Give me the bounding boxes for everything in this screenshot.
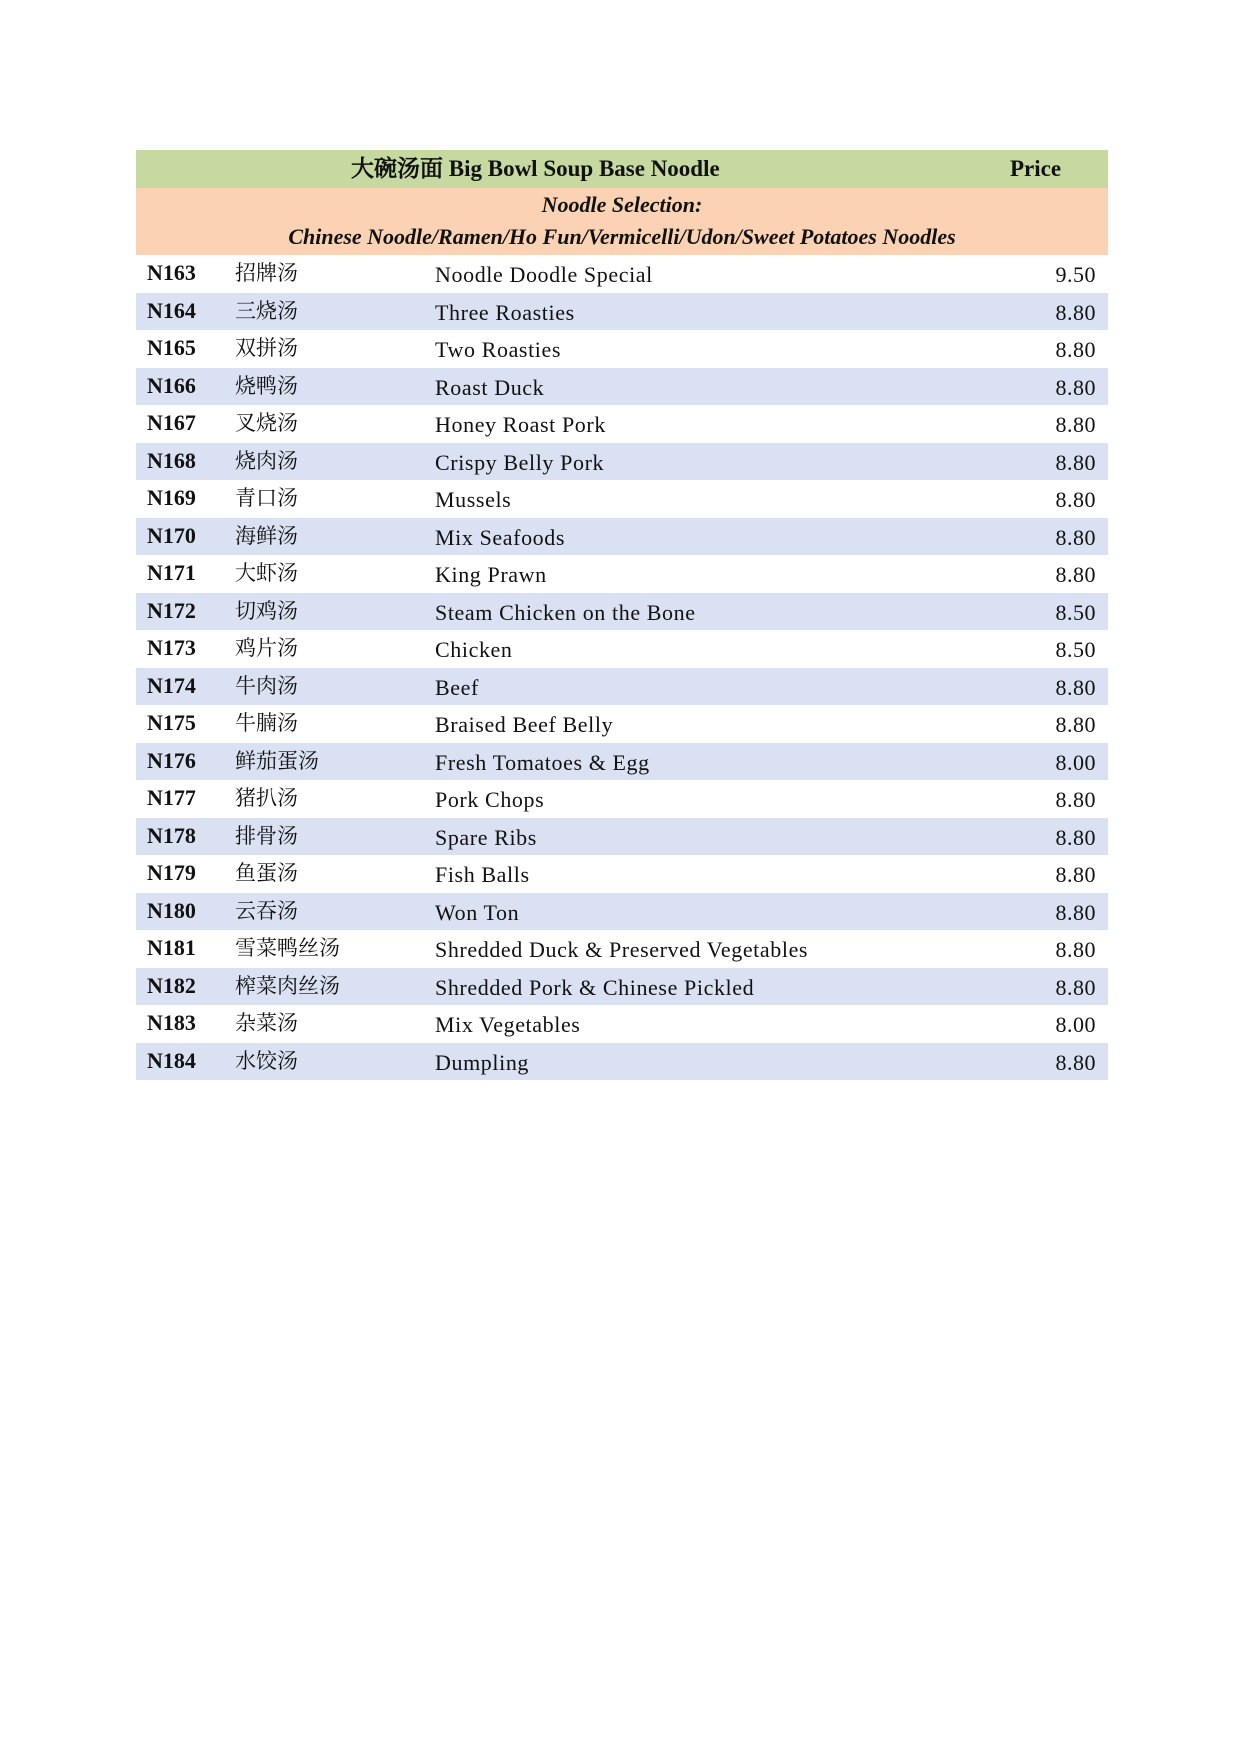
item-price: 8.80 xyxy=(1055,299,1096,325)
item-name-chinese: 鲜茄蛋汤 xyxy=(235,748,319,773)
item-code: N172 xyxy=(147,597,196,623)
menu-item-row xyxy=(136,630,1108,668)
item-price: 8.80 xyxy=(1055,712,1096,737)
item-code: N163 xyxy=(147,260,196,285)
item-name-english: Chicken xyxy=(435,637,513,662)
item-name-chinese: 云吞汤 xyxy=(235,898,298,923)
item-name-english: Mix Vegetables xyxy=(435,1012,581,1037)
item-name-english: Two Roasties xyxy=(435,337,562,362)
menu-items xyxy=(136,255,1108,1080)
item-name-chinese: 叉烧汤 xyxy=(235,411,298,435)
item-price: 8.80 xyxy=(1055,524,1096,550)
item-name-english: Mussels xyxy=(435,487,512,512)
item-price: 8.50 xyxy=(1055,599,1096,625)
item-price: 8.80 xyxy=(1055,787,1096,812)
item-name-chinese: 海鲜汤 xyxy=(235,523,298,548)
item-price: 8.80 xyxy=(1055,449,1096,475)
item-name-english: Mix Seafoods xyxy=(435,524,566,550)
item-code: N171 xyxy=(147,560,196,585)
item-name-english: Crispy Belly Pork xyxy=(435,449,605,475)
item-code: N174 xyxy=(147,672,196,698)
item-name-chinese: 猪扒汤 xyxy=(235,786,298,810)
item-code: N181 xyxy=(147,935,196,960)
item-name-english: Noodle Doodle Special xyxy=(435,262,653,287)
item-name-chinese: 烧鸭汤 xyxy=(235,373,298,398)
menu-item-row xyxy=(136,480,1108,518)
item-name-english: Fish Balls xyxy=(435,862,530,887)
menu-item-row xyxy=(136,705,1108,743)
item-price: 8.80 xyxy=(1055,674,1096,700)
item-price: 9.50 xyxy=(1055,262,1096,287)
item-name-chinese: 大虾汤 xyxy=(235,561,298,585)
menu-item-row xyxy=(136,518,1108,556)
item-code: N165 xyxy=(147,335,196,360)
item-name-chinese: 排骨汤 xyxy=(235,823,298,848)
item-price: 8.80 xyxy=(1055,974,1096,1000)
item-name-english: Dumpling xyxy=(435,1049,530,1075)
item-code: N169 xyxy=(147,485,196,510)
menu-item-row xyxy=(136,405,1108,443)
item-price: 8.80 xyxy=(1055,1049,1096,1075)
noodle-selection-label: Noodle Selection: xyxy=(541,192,703,217)
item-name-english: Pork Chops xyxy=(435,787,545,812)
item-code: N167 xyxy=(147,410,196,435)
menu-item-row xyxy=(136,668,1108,706)
menu-item-row xyxy=(136,255,1108,293)
item-name-chinese: 青口汤 xyxy=(235,486,298,510)
item-name-chinese: 招牌汤 xyxy=(235,261,298,285)
item-price: 8.80 xyxy=(1055,937,1096,962)
menu-item-row xyxy=(136,893,1108,931)
menu-item-row xyxy=(136,780,1108,818)
menu-item-row xyxy=(136,818,1108,856)
item-name-english: Roast Duck xyxy=(435,374,545,400)
item-name-english: Braised Beef Belly xyxy=(435,712,614,737)
item-name-english: Shredded Pork & Chinese Pickled xyxy=(435,974,755,1000)
item-code: N175 xyxy=(147,710,196,735)
item-name-english: Won Ton xyxy=(435,899,520,925)
item-price: 8.80 xyxy=(1055,862,1096,887)
item-code: N182 xyxy=(147,972,196,998)
item-price: 8.80 xyxy=(1055,412,1096,437)
menu-title: 大碗汤面 Big Bowl Soup Base Noodle xyxy=(351,156,720,181)
item-code: N177 xyxy=(147,785,196,810)
item-name-chinese: 烧肉汤 xyxy=(235,448,298,473)
item-name-chinese: 切鸡汤 xyxy=(235,598,298,623)
item-price: 8.00 xyxy=(1055,1012,1096,1037)
item-code: N170 xyxy=(147,522,196,548)
item-price: 8.80 xyxy=(1055,899,1096,925)
item-code: N179 xyxy=(147,860,196,885)
item-name-english: Spare Ribs xyxy=(435,824,537,850)
item-name-english: Steam Chicken on the Bone xyxy=(435,599,696,625)
item-name-english: Honey Roast Pork xyxy=(435,412,606,437)
menu-item-row xyxy=(136,555,1108,593)
menu-item-row xyxy=(136,293,1108,331)
item-code: N184 xyxy=(147,1047,196,1073)
menu-item-row xyxy=(136,593,1108,631)
item-code: N178 xyxy=(147,822,196,848)
item-code: N180 xyxy=(147,897,196,923)
item-name-chinese: 榨菜肉丝汤 xyxy=(235,973,340,998)
item-price: 8.80 xyxy=(1055,487,1096,512)
menu-table xyxy=(136,150,1108,1080)
item-name-chinese: 双拼汤 xyxy=(235,336,298,360)
menu-item-row xyxy=(136,855,1108,893)
item-price: 8.80 xyxy=(1055,374,1096,400)
item-code: N183 xyxy=(147,1010,196,1035)
item-name-english: Three Roasties xyxy=(435,299,575,325)
item-price: 8.00 xyxy=(1055,749,1096,775)
menu-item-row xyxy=(136,930,1108,968)
item-code: N173 xyxy=(147,635,196,660)
menu-item-row xyxy=(136,968,1108,1006)
item-code: N166 xyxy=(147,372,196,398)
item-name-chinese: 雪菜鸭丝汤 xyxy=(235,936,340,960)
menu-item-row xyxy=(136,443,1108,481)
price-column-header: Price xyxy=(1010,156,1062,181)
item-name-english: King Prawn xyxy=(435,562,547,587)
menu-item-row xyxy=(136,330,1108,368)
noodle-selection-options: Chinese Noodle/Ramen/Ho Fun/Vermicelli/Udon/Sweet Potatoes Noodles xyxy=(288,224,956,249)
item-name-chinese: 牛肉汤 xyxy=(235,673,298,698)
menu-title-bar xyxy=(136,150,1108,188)
item-price: 8.80 xyxy=(1055,562,1096,587)
item-code: N168 xyxy=(147,447,196,473)
item-name-chinese: 牛腩汤 xyxy=(235,711,298,735)
item-name-chinese: 鸡片汤 xyxy=(235,636,298,660)
menu-item-row xyxy=(136,368,1108,406)
item-name-english: Fresh Tomatoes & Egg xyxy=(435,749,650,775)
noodle-selection-bar xyxy=(136,188,1108,255)
item-code: N176 xyxy=(147,747,196,773)
item-name-chinese: 三烧汤 xyxy=(235,298,298,323)
item-name-chinese: 鱼蛋汤 xyxy=(235,861,298,885)
item-price: 8.80 xyxy=(1055,824,1096,850)
menu-item-row xyxy=(136,743,1108,781)
item-name-english: Shredded Duck & Preserved Vegetables xyxy=(435,937,809,962)
item-price: 8.80 xyxy=(1055,337,1096,362)
item-name-chinese: 杂菜汤 xyxy=(235,1011,298,1035)
menu-item-row xyxy=(136,1005,1108,1043)
item-code: N164 xyxy=(147,297,196,323)
item-price: 8.50 xyxy=(1055,637,1096,662)
item-name-english: Beef xyxy=(435,674,479,700)
item-name-chinese: 水饺汤 xyxy=(235,1048,298,1073)
menu-item-row xyxy=(136,1043,1108,1081)
